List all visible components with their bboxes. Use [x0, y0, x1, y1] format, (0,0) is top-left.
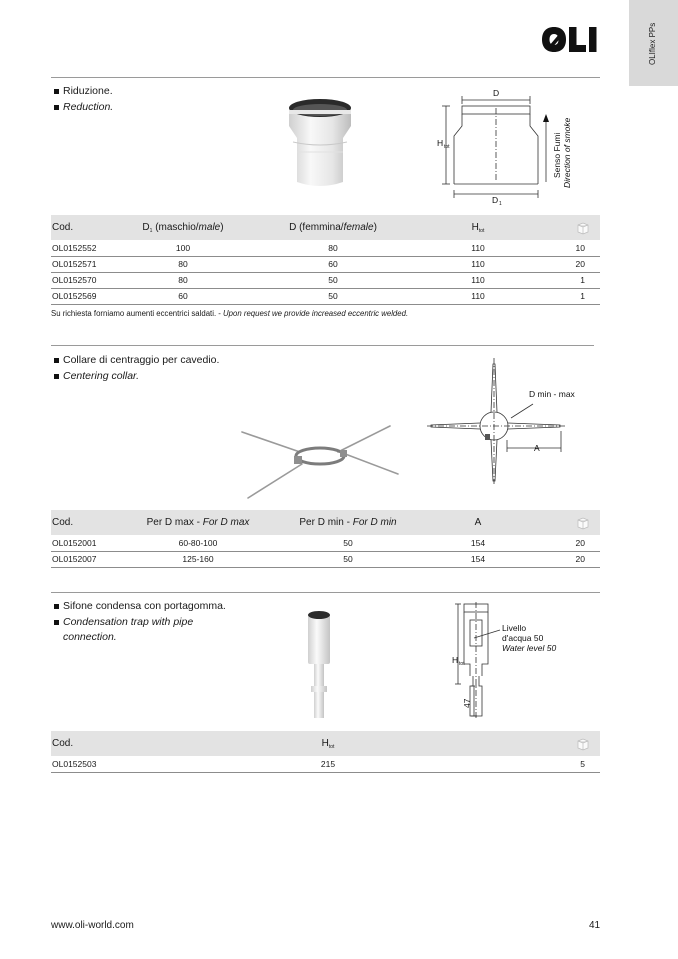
section-divider [51, 345, 594, 346]
col-package [533, 731, 600, 756]
direction-label-it: Senso Fumi [552, 132, 562, 178]
svg-text:1: 1 [499, 201, 502, 206]
reduction-note: Su richiesta forniamo aumenti eccentrici saldati. - Upon request we provide increased eccentric welded. [51, 309, 409, 318]
footer-url: www.oli-world.com [51, 920, 134, 931]
dim-h-label: H [452, 655, 459, 665]
table-row: OL0152007 125-160 50 154 20 [51, 551, 600, 567]
svg-text:tot: tot [444, 144, 450, 150]
dim-47-label: 47 [462, 698, 472, 708]
dim-d1-label: D [492, 195, 499, 205]
side-tab-label: OLIflex PPs [648, 22, 657, 65]
collar-table [51, 510, 600, 568]
col-htot: $H_{tot}$ [123, 731, 533, 756]
table-row: OL0152570 80 50 110 1 [51, 272, 600, 288]
col-package [533, 215, 600, 240]
table-row: OL0152571 80 60 110 20 [51, 256, 600, 272]
trap-title [54, 599, 226, 646]
title-italian: Sifone condensa con portagomma. [54, 599, 226, 615]
title-italian: Riduzione. [54, 84, 113, 100]
section-divider [51, 592, 600, 593]
table-row: OL0152552 100 80 110 10 [51, 240, 600, 256]
trap-drawing [440, 600, 580, 722]
dim-d-label: D [493, 88, 500, 98]
direction-label-en: Direction of smoke [562, 117, 572, 188]
svg-text:tot: tot [459, 661, 465, 667]
table-row: OL0152503 215 5 [51, 756, 600, 772]
package-box-icon [576, 737, 590, 751]
package-box-icon [576, 516, 590, 530]
col-d1: $D_1$ (maschio/male) [123, 215, 243, 240]
col-a: A [423, 510, 533, 535]
reduction-table [51, 215, 600, 305]
title-english-cont: connection. [63, 631, 117, 643]
collar-title [54, 353, 219, 384]
dim-a-label: A [534, 443, 540, 453]
section-divider [51, 77, 600, 78]
col-cod: Cod. [51, 510, 123, 535]
col-htot: $H_{tot}$ [423, 215, 533, 240]
side-tab [629, 0, 678, 86]
title-english: Condensation trap with pipe [54, 615, 226, 631]
reduction-title [54, 84, 113, 115]
water-level-label-it: Livello [502, 623, 527, 633]
col-dmax: Per D max - For D max [123, 510, 273, 535]
page-number: 41 [589, 920, 601, 931]
col-dmin: Per D min - For D min [273, 510, 423, 535]
reduction-photo [285, 96, 355, 190]
trap-photo [298, 608, 338, 720]
col-package [533, 510, 600, 535]
oli-logo [542, 26, 600, 53]
table-row: OL0152001 60-80-100 50 154 20 [51, 535, 600, 551]
reduction-drawing [434, 86, 584, 206]
dim-dminmax-label: D min - max [529, 389, 575, 399]
trap-table [51, 731, 600, 773]
collar-drawing [425, 356, 585, 486]
water-level-label-en: Water level 50 [502, 643, 557, 653]
col-cod: Cod. [51, 731, 123, 756]
dim-h-label: H [437, 138, 444, 148]
collar-photo [240, 422, 400, 502]
title-english: Centering collar. [54, 369, 219, 385]
package-box-icon [576, 221, 590, 235]
water-level-label-it-2: d'acqua 50 [502, 633, 544, 643]
title-italian: Collare di centraggio per cavedio. [54, 353, 219, 369]
table-row: OL0152569 60 50 110 1 [51, 288, 600, 304]
title-english: Reduction. [54, 100, 113, 116]
col-cod: Cod. [51, 215, 123, 240]
col-d: D (femmina/female) [243, 215, 423, 240]
